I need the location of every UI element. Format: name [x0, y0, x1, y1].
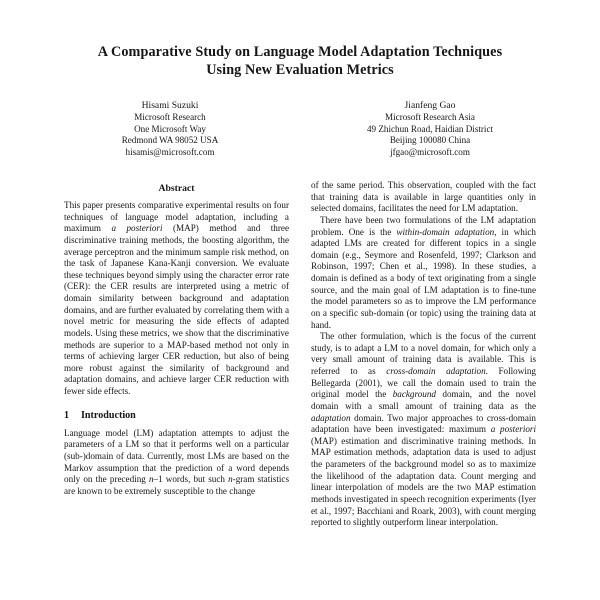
- abstract-text-part-1: This paper presents comparative experimental results on four techniques of language model adaptation, including a maximum: [64, 200, 289, 234]
- author-1-name: Hisami Suzuki: [141, 100, 199, 111]
- abstract-paragraph: [64, 200, 289, 398]
- r-p3-italic-2: background: [392, 389, 436, 400]
- r-p2-italic-1: within-domain adaptation: [396, 226, 495, 237]
- right-paragraph-2: [311, 215, 536, 331]
- right-paragraph-continued: of the same period. This observation, coupled with the fact that training data is available in large quantities only in selected domains, facilitates the need for LM adaptation.: [311, 180, 536, 214]
- section-1-number: 1: [64, 409, 70, 421]
- r-p2-part-1: There have been two formulations of the LM adaptation problem. One is the: [311, 214, 536, 237]
- s1-p1-italic-1: n: [148, 474, 154, 485]
- s1-p1-part-2: –1 words, but such: [153, 474, 229, 485]
- left-column: [64, 180, 289, 600]
- title-line-2: Using New Evaluation Metrics: [206, 61, 394, 78]
- r-p3-part-1: The other formulation, which is the focus of the current study, is to adapt a LM to a novel domain, for which only a very small amount of training data is available. This is referred to as: [311, 331, 536, 376]
- title-line-1: A Comparative Study on Language Model Adaptation Techniques: [97, 44, 503, 60]
- r-p3-part-5: (MAP) estimation and discriminative training methods. In MAP estimation methods, adaptation data is used to adjust the parameters of the background model so as to maximize the likelihood of the adaptation data. Count merging and linear interpolation of models are the two MAP estimation methods investigated in speech recognition experiments (Iyer et al., 1997; Bacchiani and Roark, 2003), with count merging reported to slightly outperform linear interpolation.: [311, 435, 536, 528]
- s1-p1-part-1: Language model (LM) adaptation attempts to adjust the parameters of a LM so that it performs well on a particular (sub-)domain of data. Currently, most LMs are based on the Markov assumption that the prediction of a word depends only on the preceding: [64, 427, 289, 485]
- r-p3-part-2: . Following Bellegarda (2001), we call the domain used to train the original model the: [311, 366, 536, 400]
- author-1-email[interactable]: hisamis@microsoft.com: [125, 146, 215, 157]
- author-1: [40, 100, 300, 158]
- title-block: [0, 0, 600, 79]
- author-2-email[interactable]: jfgao@microsoft.com: [390, 146, 470, 157]
- r-p3-part-3: domain, and the novel domain with a small amount of training data as the: [311, 389, 536, 411]
- right-paragraph-3: [311, 331, 536, 529]
- abstract-italic-1: a posteriori: [111, 223, 163, 234]
- author-2-affiliation: Microsoft Research Asia: [385, 112, 475, 123]
- s1-p1-part-3: -gram statistics are known to be extremely susceptible to the change: [64, 474, 289, 496]
- body-columns: [0, 180, 600, 600]
- right-column: [311, 180, 536, 600]
- r-p2-part-2: , in which adapted LMs are created for different topics in a single domain (e.g., Seymore and Rosenfeld, 1997; Clarkson and Robinson, 1997; Chen et al., 1998). In these studies, a domain is defined as a body of text originating from a single source, and the main goal of LM adaptation is to fine-tune the model parameters so as to improve the LM performance on a specific sub-domain (or topic) using the training data at hand.: [311, 226, 536, 330]
- author-1-affiliation: Microsoft Research: [134, 112, 206, 123]
- section-1-paragraph-1: [64, 428, 289, 498]
- r-p3-part-4: domain. Two major approaches to cross-domain adaptation have been investigated: maximum: [311, 412, 536, 435]
- author-2-address-line-2: Beijing 100080 China: [389, 135, 471, 146]
- section-1-heading: [64, 409, 289, 422]
- abstract-heading: Abstract: [158, 183, 195, 194]
- r-p3-italic-4: a posteriori: [490, 424, 536, 435]
- section-1-title: Introduction: [81, 409, 136, 421]
- r-p3-italic-3: adaptation: [311, 412, 351, 423]
- author-2-address-line-1: 49 Zhichun Road, Haidian District: [366, 123, 494, 134]
- author-2-name: Jianfeng Gao: [404, 100, 456, 111]
- author-2: [300, 100, 560, 158]
- author-block: [0, 79, 600, 158]
- page-title: [62, 44, 538, 79]
- r-p3-italic-1: cross-domain adaptation: [386, 366, 486, 376]
- s1-p1-italic-2: n: [228, 474, 233, 485]
- abstract-text-part-2: (MAP) method and three discriminative training methods, the boosting algorithm, the average perceptron and the minimum sample risk method, on the task of Japanese Kana-Kanji conversion. We evaluate these techniques beyond simply using the character error rate (CER): the CER results are interpreted using a metric of domain similarity between background and adaptation domains, and are further evaluated by correlating them with a novel metric for measuring the side effects of adapted models. Using these metrics, we show that the discriminative methods are superior to a MAP-based method not only in terms of achieving larger CER reduction, but also of being more robust against the similarity of background and adaptation domains, and achieve larger CER reduction with fewer side effects.: [64, 223, 289, 396]
- author-1-address-line-2: Redmond WA 98052 USA: [121, 135, 219, 146]
- author-1-address-line-1: One Microsoft Way: [134, 123, 206, 134]
